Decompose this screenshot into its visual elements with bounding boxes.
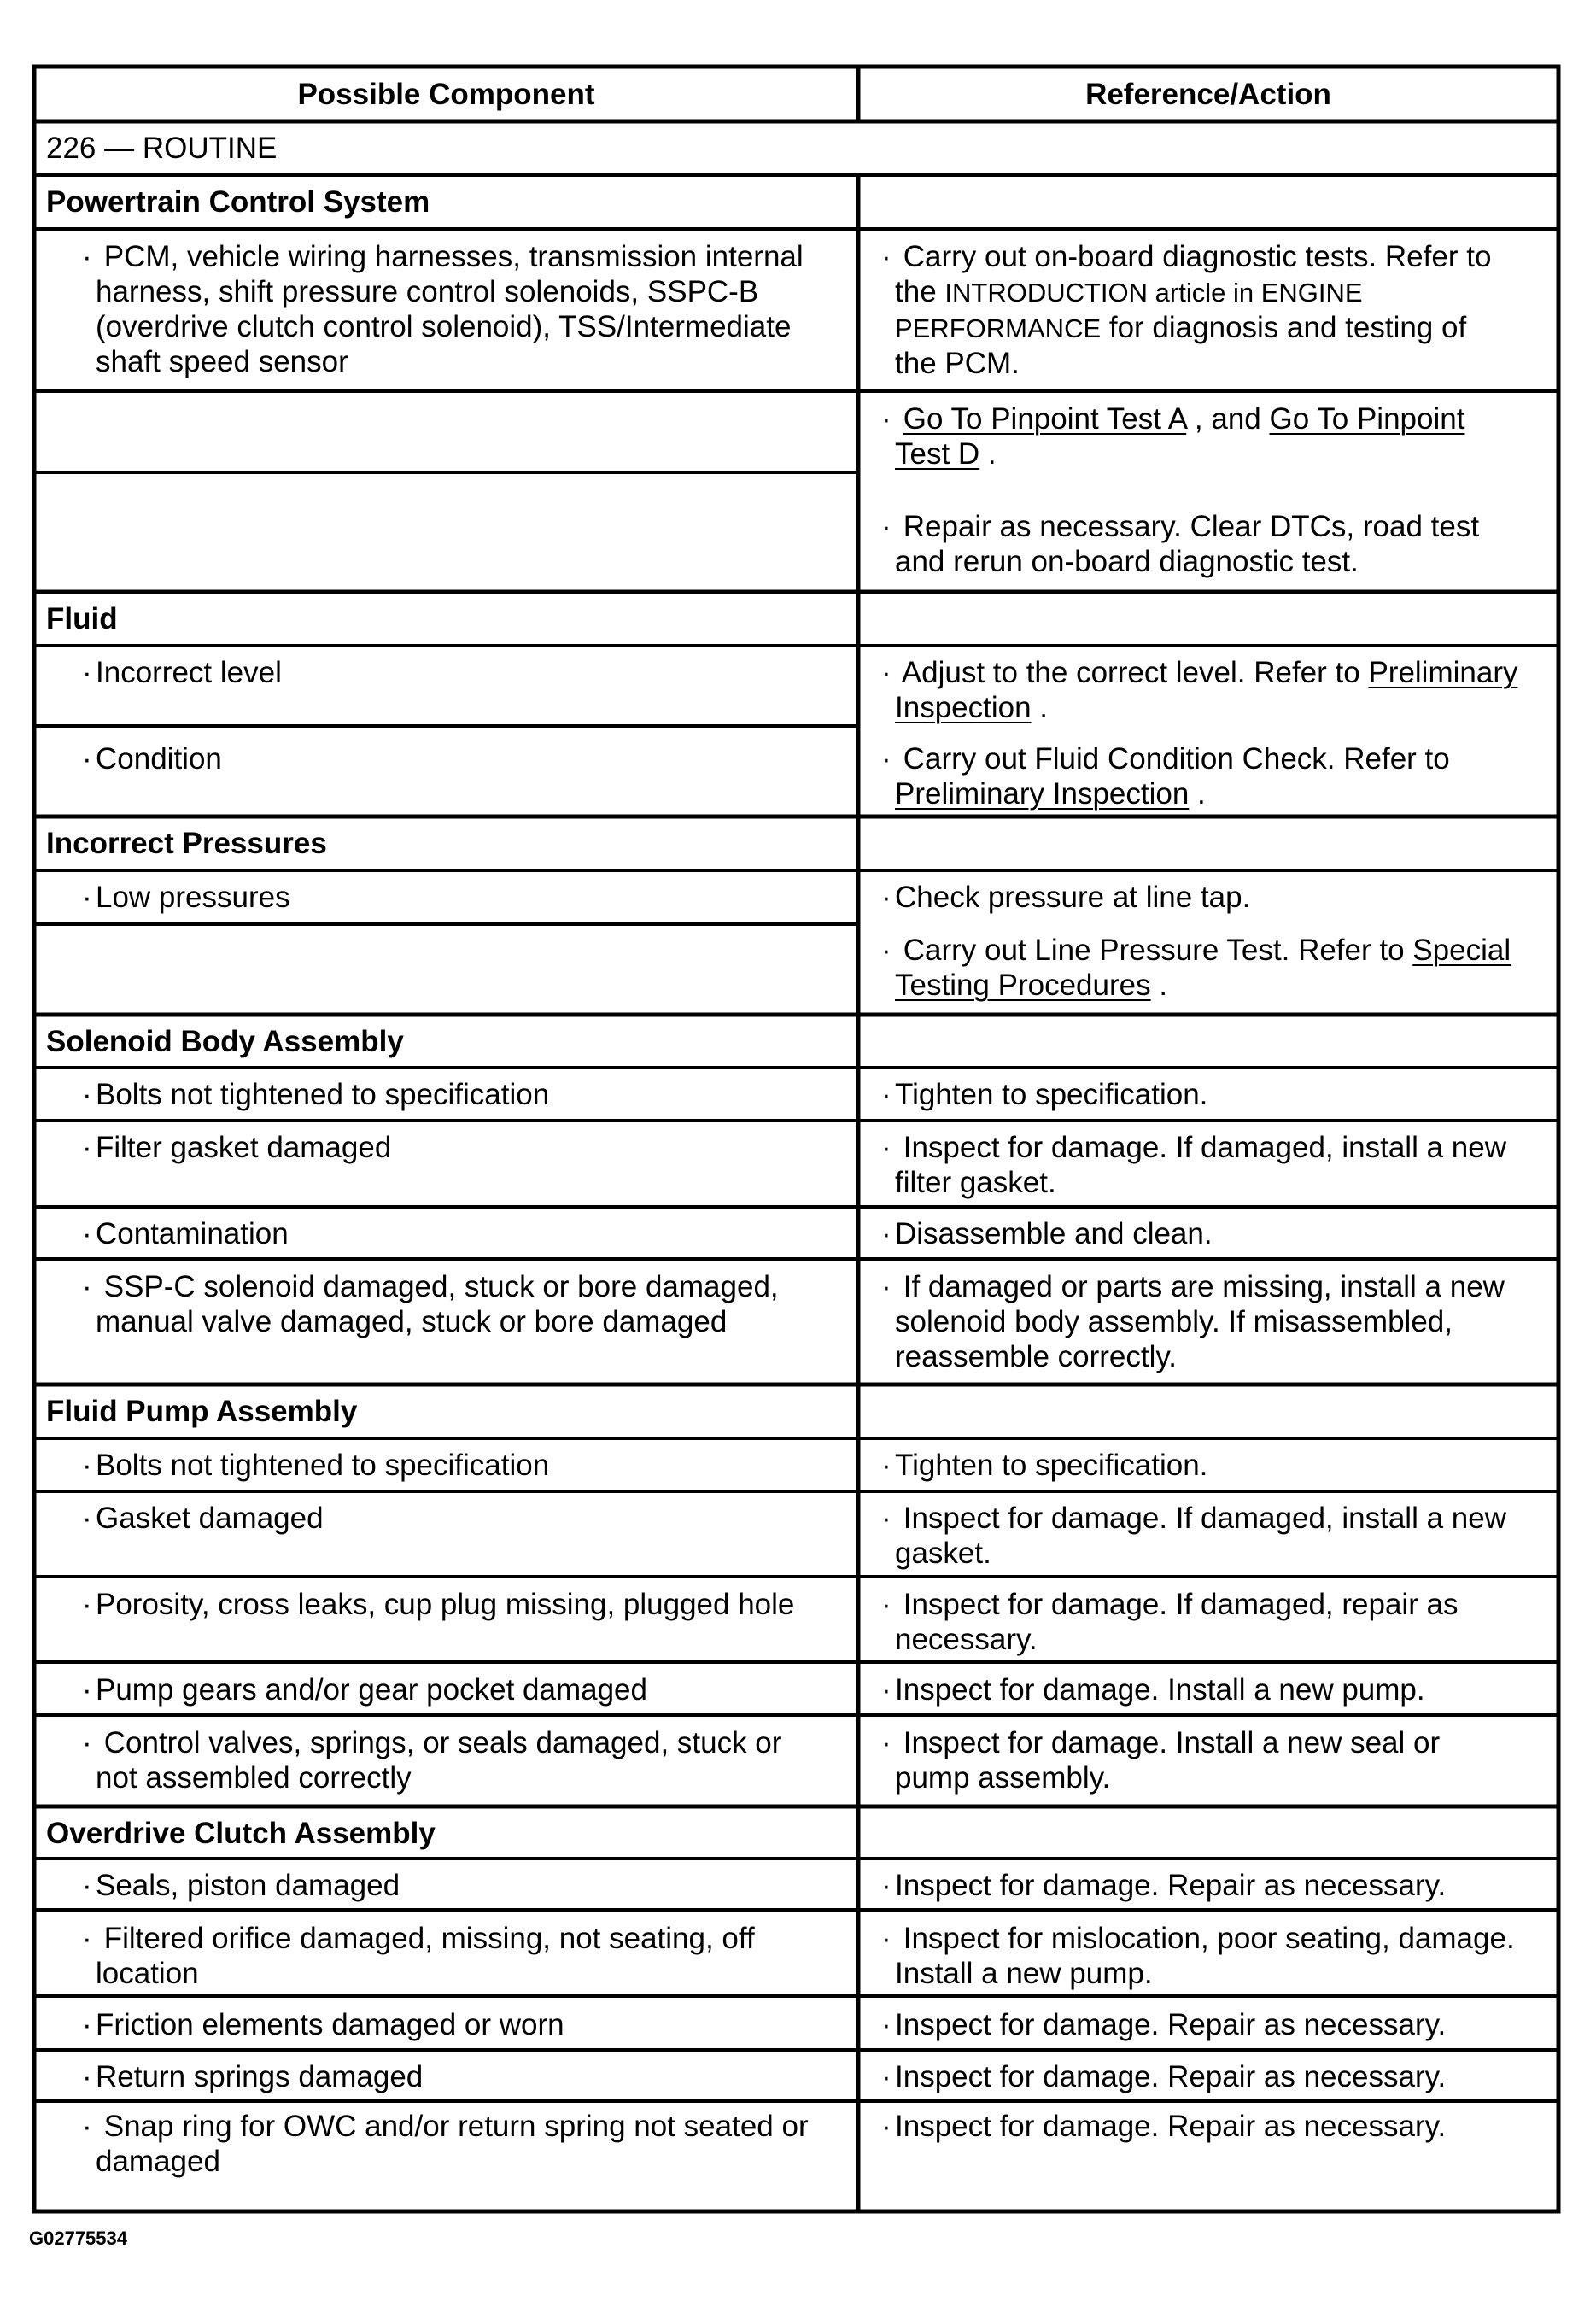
component-powertrain: · PCM, vehicle wiring harnesses, transmission internal harness, shift pressure control solenoids, SSPC-B (overdrive clutch control solenoid), TSS/Intermediate shaft speed sensor <box>77 239 804 379</box>
link-pinpoint-test-a[interactable]: Go To Pinpoint Test A <box>903 402 1187 436</box>
action-pump-gasket: · Inspect for damage. If damaged, install a new gasket. <box>876 1501 1506 1571</box>
action-sspc-solenoid: · If damaged or parts are missing, install a new solenoid body assembly. If misassembled, reassemble correctly. <box>876 1269 1505 1374</box>
action-snap-ring: · Inspect for damage. Repair as necessary. <box>876 2109 1446 2144</box>
section-title-fluid: Fluid <box>46 602 118 635</box>
header-reference-action: Reference/Action <box>1085 78 1331 111</box>
link-pinpoint-test-d-cont[interactable]: Test D <box>895 437 980 471</box>
action-friction-elements: · Inspect for damage. Repair as necessary. <box>876 2007 1446 2042</box>
header-possible-component: Possible Component <box>297 78 595 111</box>
section-title-pressures: Incorrect Pressures <box>46 827 327 860</box>
action-onboard-diagnostic: · Carry out on-board diagnostic tests. Refer to the INTRODUCTION article in ENGINE PERFORMANCE for diagnosis and testing of the PCM. <box>876 239 1491 381</box>
link-special-testing[interactable]: Special <box>1412 934 1511 967</box>
link-pinpoint-test-d[interactable]: Go To Pinpoint <box>1269 402 1465 436</box>
link-special-testing-cont[interactable]: Testing Procedures <box>895 969 1151 1002</box>
action-seals-piston: · Inspect for damage. Repair as necessary. <box>876 1868 1446 1903</box>
component-filter-gasket: · Filter gasket damaged <box>77 1130 391 1165</box>
component-contamination: · Contamination <box>77 1216 289 1251</box>
component-solenoid-bolts: · Bolts not tightened to specification <box>77 1077 549 1112</box>
action-filter-gasket: · Inspect for damage. If damaged, install a new filter gasket. <box>876 1130 1506 1200</box>
action-pinpoint-tests: · Go To Pinpoint Test A , and Go To Pinpoint Test D . <box>876 401 1464 471</box>
action-pump-gears: · Inspect for damage. Install a new pump. <box>876 1672 1425 1707</box>
component-control-valves: · Control valves, springs, or seals damaged, stuck or not assembled correctly <box>77 1725 781 1795</box>
action-line-pressure-test: · Carry out Line Pressure Test. Refer to Special Testing Procedures . <box>876 933 1511 1003</box>
action-porosity: · Inspect for damage. If damaged, repair as necessary. <box>876 1587 1459 1657</box>
component-friction-elements: · Friction elements damaged or worn <box>77 2007 564 2042</box>
link-preliminary-inspection-1-cont[interactable]: Inspection <box>895 691 1032 724</box>
component-pump-gasket: · Gasket damaged <box>77 1501 324 1536</box>
component-low-pressures: · Low pressures <box>77 880 290 915</box>
section-title-powertrain: Powertrain Control System <box>46 185 430 219</box>
section-title-overdrive-clutch: Overdrive Clutch Assembly <box>46 1817 436 1850</box>
link-preliminary-inspection-2[interactable]: Preliminary Inspection <box>895 777 1190 811</box>
section-title-fluid-pump: Fluid Pump Assembly <box>46 1395 358 1428</box>
component-snap-ring: · Snap ring for OWC and/or return spring not seated or damaged <box>77 2109 809 2179</box>
action-pump-bolts: · Tighten to specification. <box>876 1448 1207 1483</box>
component-porosity: · Porosity, cross leaks, cup plug missing, plugged hole <box>77 1587 794 1622</box>
action-filtered-orifice: · Inspect for mislocation, poor seating, damage. Install a new pump. <box>876 1921 1515 1991</box>
component-pump-bolts: · Bolts not tightened to specification <box>77 1448 549 1483</box>
component-return-springs: · Return springs damaged <box>77 2059 423 2094</box>
action-control-valves: · Inspect for damage. Install a new seal or pump assembly. <box>876 1725 1440 1795</box>
component-seals-piston: · Seals, piston damaged <box>77 1868 400 1903</box>
component-pump-gears: · Pump gears and/or gear pocket damaged <box>77 1672 647 1707</box>
component-condition: · Condition <box>77 741 222 776</box>
action-contamination: · Disassemble and clean. <box>876 1216 1213 1251</box>
section-title-solenoid-body: Solenoid Body Assembly <box>46 1025 404 1058</box>
action-fluid-condition-check: · Carry out Fluid Condition Check. Refer to Preliminary Inspection . <box>876 741 1450 811</box>
action-adjust-level: · Adjust to the correct level. Refer to Preliminary Inspection . <box>876 655 1517 725</box>
link-preliminary-inspection-1[interactable]: Preliminary <box>1368 656 1518 689</box>
action-check-line-tap: · Check pressure at line tap. <box>876 880 1250 915</box>
code-title: 226 — ROUTINE <box>46 132 278 165</box>
figure-id: G02775534 <box>29 2228 127 2249</box>
component-filtered-orifice: · Filtered orifice damaged, missing, not seating, off location <box>77 1921 755 1991</box>
action-repair-clear-dtcs: · Repair as necessary. Clear DTCs, road test and rerun on-board diagnostic test. <box>876 509 1479 579</box>
component-incorrect-level: · Incorrect level <box>77 655 282 690</box>
component-sspc-solenoid: · SSP-C solenoid damaged, stuck or bore damaged, manual valve damaged, stuck or bore damaged <box>77 1269 779 1339</box>
action-solenoid-bolts: · Tighten to specification. <box>876 1077 1207 1112</box>
action-return-springs: · Inspect for damage. Repair as necessary. <box>876 2059 1446 2094</box>
